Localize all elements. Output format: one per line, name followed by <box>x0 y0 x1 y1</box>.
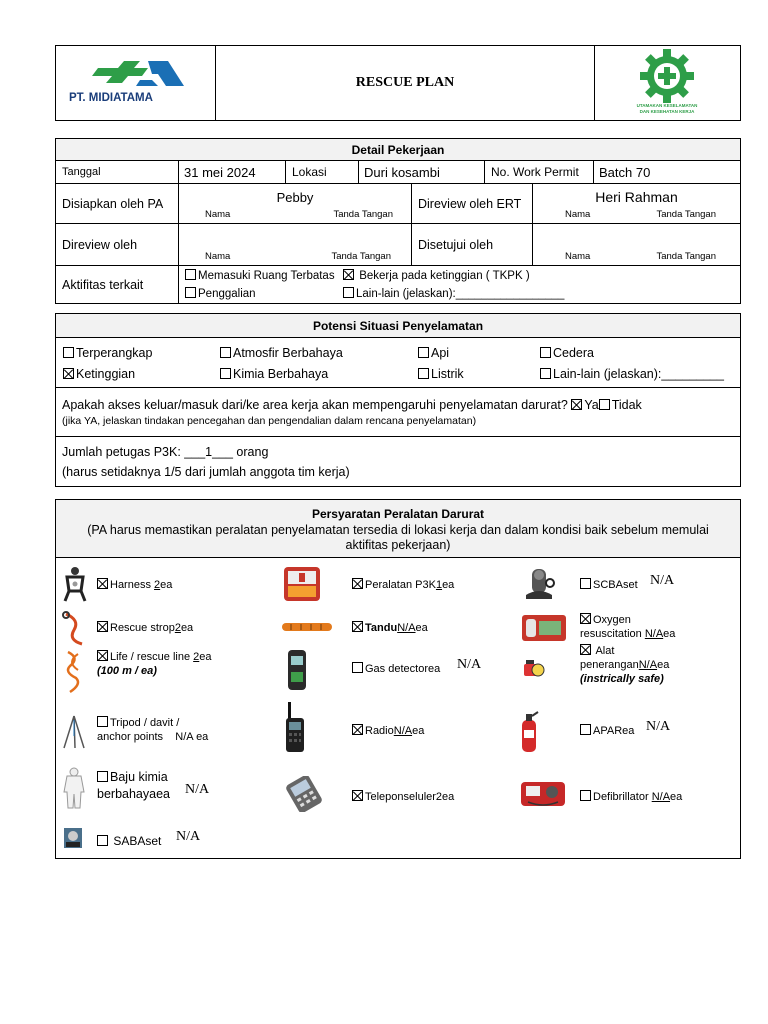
approve-ttd-caption: Tanda Tangan <box>656 251 716 262</box>
review-nama-caption: Nama <box>205 251 231 262</box>
act-ketinggian[interactable]: Bekerja pada ketinggian ( TKPK ) <box>343 267 530 285</box>
pot-listrik[interactable]: Listrik <box>418 367 464 381</box>
k3-text-1: UTAMAKAN KESELAMATAN <box>636 103 698 108</box>
detail-section-title: Detail Pekerjaan <box>56 139 741 161</box>
pot-api[interactable]: Api <box>418 346 449 360</box>
radio-entry[interactable]: RadioN/Aea <box>352 724 424 738</box>
detail-pekerjaan-table <box>55 138 741 304</box>
rescue-strop-icon <box>60 610 90 646</box>
checkbox-icon[interactable] <box>343 287 354 298</box>
tanggal-value[interactable]: 31 mei 2024 <box>179 161 286 184</box>
checkbox-icon[interactable] <box>185 287 196 298</box>
review-label: Direview oleh <box>56 224 179 266</box>
p3k-cell <box>56 437 741 487</box>
pot-cedera[interactable]: Cedera <box>540 346 594 360</box>
potensi-options <box>56 338 741 388</box>
p3k-item[interactable]: Peralatan P3K1ea <box>352 578 454 592</box>
lokasi-label: Lokasi <box>286 161 359 184</box>
rescue-line-icon <box>62 650 86 694</box>
tanggal-label: Tanggal <box>56 161 179 184</box>
p3k-count[interactable]: Jumlah petugas P3K: ___1___ orang <box>62 444 269 459</box>
ert-ttd-caption: Tanda Tangan <box>656 209 716 220</box>
saba-icon <box>62 826 84 850</box>
peralatan-table <box>55 499 741 859</box>
harness-item[interactable]: Harness 2ea <box>97 578 172 592</box>
k3-text-2: DAN KESEHATAN KERJA <box>639 109 695 114</box>
oxygen-kit-icon <box>520 611 568 645</box>
gas-detector-item[interactable]: Gas detectorea <box>352 662 440 676</box>
approve-nama-caption: Nama <box>565 251 591 262</box>
act-ruang-terbatas[interactable]: Memasuki Ruang Terbatas <box>185 267 335 285</box>
approve-signature-cell[interactable] <box>533 224 741 266</box>
flashlight-icon <box>520 658 546 680</box>
gas-na: N/A <box>457 657 482 672</box>
ert-signature-cell[interactable] <box>533 184 741 224</box>
ert-label: Direview oleh ERT <box>412 184 533 224</box>
pot-atmosfir[interactable]: Atmosfir Berbahaya <box>220 346 343 360</box>
akses-ya[interactable]: Ya <box>571 398 598 412</box>
tripod-icon <box>62 714 86 750</box>
aktifitas-options <box>179 266 741 304</box>
apar-item[interactable]: APARea <box>580 724 634 738</box>
work-permit-value[interactable]: Batch 70 <box>594 161 741 184</box>
saba-item[interactable]: SABAset <box>97 834 161 848</box>
peralatan-subtitle: (PA harus memastikan peralatan penyelamatan tersedia di lokasi kerja dan dalam kondisi baik sebelum memulai aktifitas pekerjaan) <box>87 522 709 552</box>
midiatama-logo <box>56 46 215 115</box>
scba-na: N/A <box>650 573 675 588</box>
chemical-suit-icon <box>62 766 86 810</box>
pa-signature-cell[interactable] <box>179 184 412 224</box>
pot-lain-lain[interactable]: Lain-lain (jelaskan):_________ <box>540 367 724 381</box>
potensi-section-title: Potensi Situasi Penyelamatan <box>56 314 741 338</box>
work-permit-label: No. Work Permit <box>485 161 594 184</box>
company-name: PT. MIDIATAMA <box>69 92 153 104</box>
aktifitas-label: Aktifitas terkait <box>56 266 179 304</box>
pa-nama-caption: Nama <box>205 209 231 220</box>
pot-ketinggian[interactable]: Ketinggian <box>63 367 135 381</box>
telepon-item[interactable]: Teleponseluler2ea <box>352 790 454 804</box>
p3k-note: (harus setidaknya 1/5 dari jumlah anggota tim kerja) <box>62 464 350 479</box>
ert-nama-caption: Nama <box>565 209 591 220</box>
potensi-table <box>55 313 741 487</box>
k3-gear-logo <box>595 46 740 115</box>
akses-cell <box>56 388 741 437</box>
checkbox-icon[interactable] <box>185 269 196 280</box>
ert-name: Heri Rahman <box>595 189 678 205</box>
act-lain-lain[interactable]: Lain-lain (jelaskan):_________________ <box>343 285 564 303</box>
tripod-item-label[interactable]: Tripod / davit / anchor points N/A ea <box>97 717 209 743</box>
approve-label: Disetujui oleh <box>412 224 533 266</box>
rescue-line-item[interactable]: Life / rescue line 2ea (100 m / ea) <box>97 651 212 677</box>
scba-icon <box>520 565 560 603</box>
checked-box-icon[interactable] <box>343 269 354 280</box>
first-aid-kit-icon <box>282 563 322 605</box>
pot-terperangkap[interactable]: Terperangkap <box>63 346 152 360</box>
oxygen-item[interactable]: Oxygen resuscitation N/Aea <box>580 614 676 640</box>
akses-tidak[interactable]: Tidak <box>599 398 642 412</box>
review-ttd-caption: Tanda Tangan <box>331 251 391 262</box>
act-penggalian[interactable]: Penggalian <box>185 285 256 303</box>
alat-penerangan-item[interactable]: Alat peneranganN/Aea (instrically safe) <box>580 645 670 685</box>
strop-item[interactable]: Rescue strop2ea <box>97 621 193 635</box>
stretcher-icon <box>281 620 333 634</box>
radio-icon <box>284 700 306 754</box>
scba-item[interactable]: SCBAset <box>580 578 638 592</box>
k3-logo-cell <box>595 46 741 121</box>
review-signature-cell[interactable] <box>179 224 412 266</box>
harness-icon <box>60 565 90 603</box>
pot-kimia[interactable]: Kimia Berbahaya <box>220 367 328 381</box>
header-table <box>55 45 741 116</box>
lokasi-value[interactable]: Duri kosambi <box>359 161 485 184</box>
mobile-phone-icon <box>283 776 325 812</box>
peralatan-section-title: Persyaratan Peralatan Darurat <box>311 506 485 521</box>
peralatan-header <box>56 500 741 558</box>
company-logo-cell <box>56 46 216 121</box>
equipment-grid <box>56 558 741 859</box>
akses-question: Apakah akses keluar/masuk dari/ke area kerja akan mempengaruhi penyelamatan darurat? <box>62 398 568 412</box>
tandu-item[interactable]: TanduN/Aea <box>352 621 428 635</box>
baju-kimia-item[interactable]: Baju kimia berbahayaea <box>97 770 170 801</box>
page-title: RESCUE PLAN <box>216 46 595 121</box>
akses-note: (jika YA, jelaskan tindakan pencegahan dan pengendalian dalam rencana penyelamatan) <box>62 415 477 427</box>
defibrillator-icon <box>518 778 568 810</box>
pa-name: Pebby <box>276 190 314 205</box>
fire-extinguisher-icon <box>518 708 540 754</box>
baju-na: N/A <box>185 782 210 797</box>
defibrillator-item[interactable]: Defibrillator N/Aea <box>580 790 682 804</box>
apar-na: N/A <box>646 719 671 734</box>
gas-detector-icon <box>286 648 308 692</box>
pa-label: Disiapkan oleh PA <box>56 184 179 224</box>
pa-ttd-caption: Tanda Tangan <box>333 209 393 220</box>
saba-na: N/A <box>176 829 201 844</box>
